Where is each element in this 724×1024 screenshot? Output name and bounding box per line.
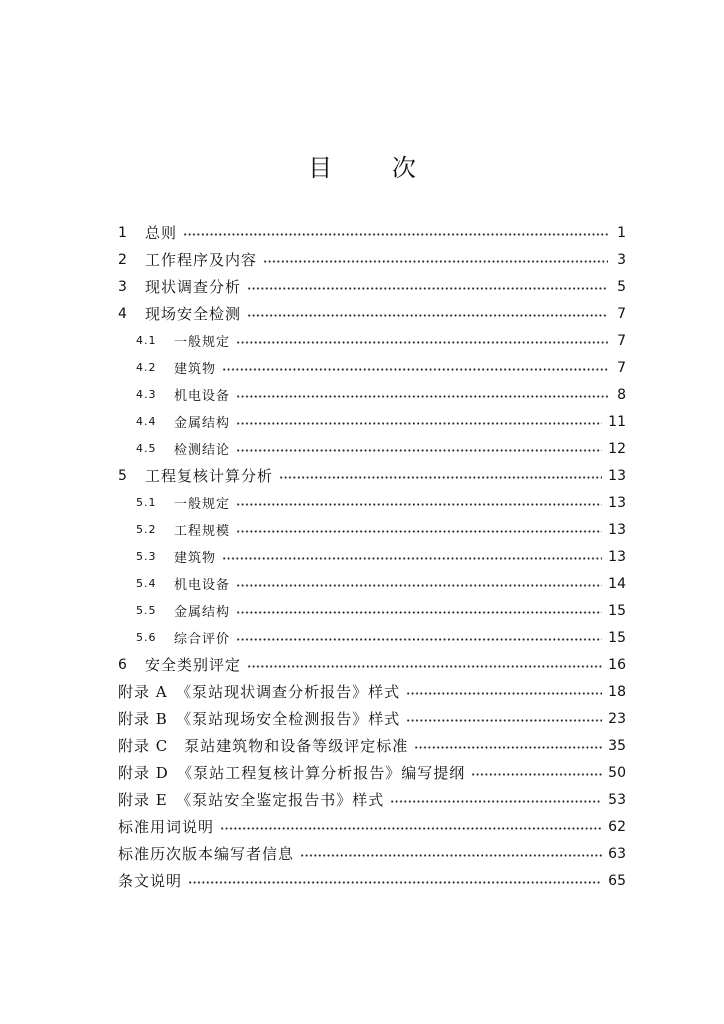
toc-entry-number: 4: [118, 305, 127, 322]
toc-entry-title: 条文说明: [118, 872, 183, 890]
dot-leader: [222, 368, 608, 371]
dot-leader: [236, 584, 602, 587]
toc-entry-title: 现场安全检测: [145, 305, 242, 323]
toc-entry-title: 综合评价: [174, 632, 231, 647]
dot-leader: [247, 314, 608, 317]
toc-entry-title: 标准用词说明: [118, 818, 215, 836]
toc-entry-chapter-2[interactable]: [118, 246, 626, 273]
dot-leader: [263, 260, 608, 263]
toc-entry-title: 附录 D 《泵站工程复核计算分析报告》编写提纲: [118, 764, 466, 782]
toc-entry-page: 62: [608, 818, 626, 835]
dot-leader: [406, 719, 602, 722]
toc-entry-page: 8: [617, 386, 626, 403]
toc-entry-title: 工程规模: [174, 524, 231, 539]
toc-entry-section-5-5[interactable]: [118, 597, 626, 624]
toc-entry-title: 附录 A 《泵站现状调查分析报告》样式: [118, 683, 401, 701]
toc-entry-page: 7: [617, 332, 626, 349]
toc-entry-page: 15: [608, 602, 626, 619]
toc-entry-section-4-3[interactable]: [118, 381, 626, 408]
toc-entry-section-5-6[interactable]: [118, 624, 626, 651]
toc-entry-page: 13: [608, 521, 626, 538]
toc-entry-title: 附录 C 泵站建筑物和设备等级评定标准: [118, 737, 409, 755]
toc-entry-page: 53: [608, 791, 626, 808]
toc-entry-page: 15: [608, 629, 626, 646]
toc-entry-section-5-4[interactable]: [118, 570, 626, 597]
dot-leader: [247, 665, 602, 668]
toc-entry-version-history[interactable]: [118, 840, 626, 867]
toc-entry-chapter-3[interactable]: [118, 273, 626, 300]
toc-entry-section-4-2[interactable]: [118, 354, 626, 381]
toc-entry-title: 附录 B 《泵站现场安全检测报告》样式: [118, 710, 401, 728]
toc-entry-chapter-4[interactable]: [118, 300, 626, 327]
toc-entry-appendix-a[interactable]: [118, 678, 626, 705]
toc-entry-title: 工作程序及内容: [145, 251, 258, 269]
dot-leader: [236, 422, 602, 425]
toc-entry-number: 5.2: [136, 523, 157, 536]
toc-entry-number: 4.1: [136, 334, 157, 347]
dot-leader: [414, 746, 602, 749]
dot-leader: [390, 800, 602, 803]
toc-entry-page: 13: [608, 548, 626, 565]
toc-entry-page: 13: [608, 467, 626, 484]
dot-leader: [220, 827, 602, 830]
dot-leader: [406, 692, 602, 695]
dot-leader: [222, 557, 602, 560]
toc-entry-page: 23: [608, 710, 626, 727]
toc-entry-chapter-6[interactable]: [118, 651, 626, 678]
dot-leader: [236, 341, 608, 344]
dot-leader: [188, 881, 602, 884]
toc-entry-page: 7: [617, 305, 626, 322]
toc-entry-page: 11: [608, 413, 626, 430]
dot-leader: [279, 476, 602, 479]
toc-entry-chapter-5[interactable]: [118, 462, 626, 489]
toc-entry-page: 63: [608, 845, 626, 862]
toc-entry-appendix-b[interactable]: [118, 705, 626, 732]
toc-entry-number: 4.2: [136, 361, 157, 374]
dot-leader: [236, 611, 602, 614]
toc-entry-number: 1: [118, 224, 127, 241]
toc-entry-number: 6: [118, 656, 127, 673]
toc-entry-section-4-4[interactable]: [118, 408, 626, 435]
toc-entry-page: 65: [608, 872, 626, 889]
toc-entry-appendix-d[interactable]: [118, 759, 626, 786]
toc-entry-number: 5.5: [136, 604, 157, 617]
toc-entry-standard-wording[interactable]: [118, 813, 626, 840]
toc-entry-appendix-e[interactable]: [118, 786, 626, 813]
toc-entry-appendix-c[interactable]: [118, 732, 626, 759]
toc-entry-page: 3: [617, 251, 626, 268]
toc-entry-page: 1: [617, 224, 626, 241]
toc-entry-title: 检测结论: [174, 443, 231, 458]
toc-entry-number: 5.6: [136, 631, 157, 644]
toc-entry-number: 4.3: [136, 388, 157, 401]
toc-entry-page: 7: [617, 359, 626, 376]
toc-entry-section-5-3[interactable]: [118, 543, 626, 570]
toc-entry-title: 机电设备: [174, 389, 231, 404]
dot-leader: [247, 287, 608, 290]
toc-entry-title: 现状调查分析: [145, 278, 242, 296]
toc-entry-clause-explanation[interactable]: [118, 867, 626, 894]
toc-entry-section-4-1[interactable]: [118, 327, 626, 354]
toc-entry-page: 14: [608, 575, 626, 592]
title-char-mu: 目: [308, 154, 333, 182]
dot-leader: [236, 638, 602, 641]
toc-entry-number: 5.1: [136, 496, 157, 509]
toc-entry-title: 附录 E 《泵站安全鉴定报告书》样式: [118, 791, 385, 809]
toc-entry-number: 5.3: [136, 550, 157, 563]
dot-leader: [236, 395, 608, 398]
toc-entry-page: 35: [608, 737, 626, 754]
table-of-contents: [118, 219, 626, 894]
title-char-ci: 次: [391, 154, 416, 182]
toc-entry-title: 机电设备: [174, 578, 231, 593]
toc-entry-page: 13: [608, 494, 626, 511]
dot-leader: [471, 773, 602, 776]
dot-leader: [236, 530, 602, 533]
toc-entry-section-5-2[interactable]: [118, 516, 626, 543]
dot-leader: [183, 233, 608, 236]
dot-leader: [300, 854, 602, 857]
toc-entry-number: 5: [118, 467, 127, 484]
page-title: [0, 148, 724, 183]
toc-entry-number: 3: [118, 278, 127, 295]
toc-entry-title: 一般规定: [174, 497, 231, 512]
toc-entry-number: 2: [118, 251, 127, 268]
toc-entry-title: 建筑物: [174, 362, 217, 377]
toc-entry-page: 18: [608, 683, 626, 700]
toc-entry-title: 总则: [145, 224, 178, 242]
toc-entry-title: 建筑物: [174, 551, 217, 566]
toc-entry-title: 金属结构: [174, 605, 231, 620]
toc-entry-number: 4.5: [136, 442, 157, 455]
toc-entry-page: 16: [608, 656, 626, 673]
toc-entry-title: 标准历次版本编写者信息: [118, 845, 295, 863]
toc-entry-section-4-5[interactable]: [118, 435, 626, 462]
toc-entry-section-5-1[interactable]: [118, 489, 626, 516]
toc-entry-number: 5.4: [136, 577, 157, 590]
dot-leader: [236, 449, 602, 452]
toc-entry-title: 金属结构: [174, 416, 231, 431]
toc-entry-page: 12: [608, 440, 626, 457]
toc-entry-page: 50: [608, 764, 626, 781]
toc-entry-title: 安全类别评定: [145, 656, 242, 674]
toc-entry-title: 工程复核计算分析: [145, 467, 274, 485]
toc-entry-chapter-1[interactable]: [118, 219, 626, 246]
dot-leader: [236, 503, 602, 506]
toc-entry-number: 4.4: [136, 415, 157, 428]
toc-entry-page: 5: [617, 278, 626, 295]
toc-entry-title: 一般规定: [174, 335, 231, 350]
